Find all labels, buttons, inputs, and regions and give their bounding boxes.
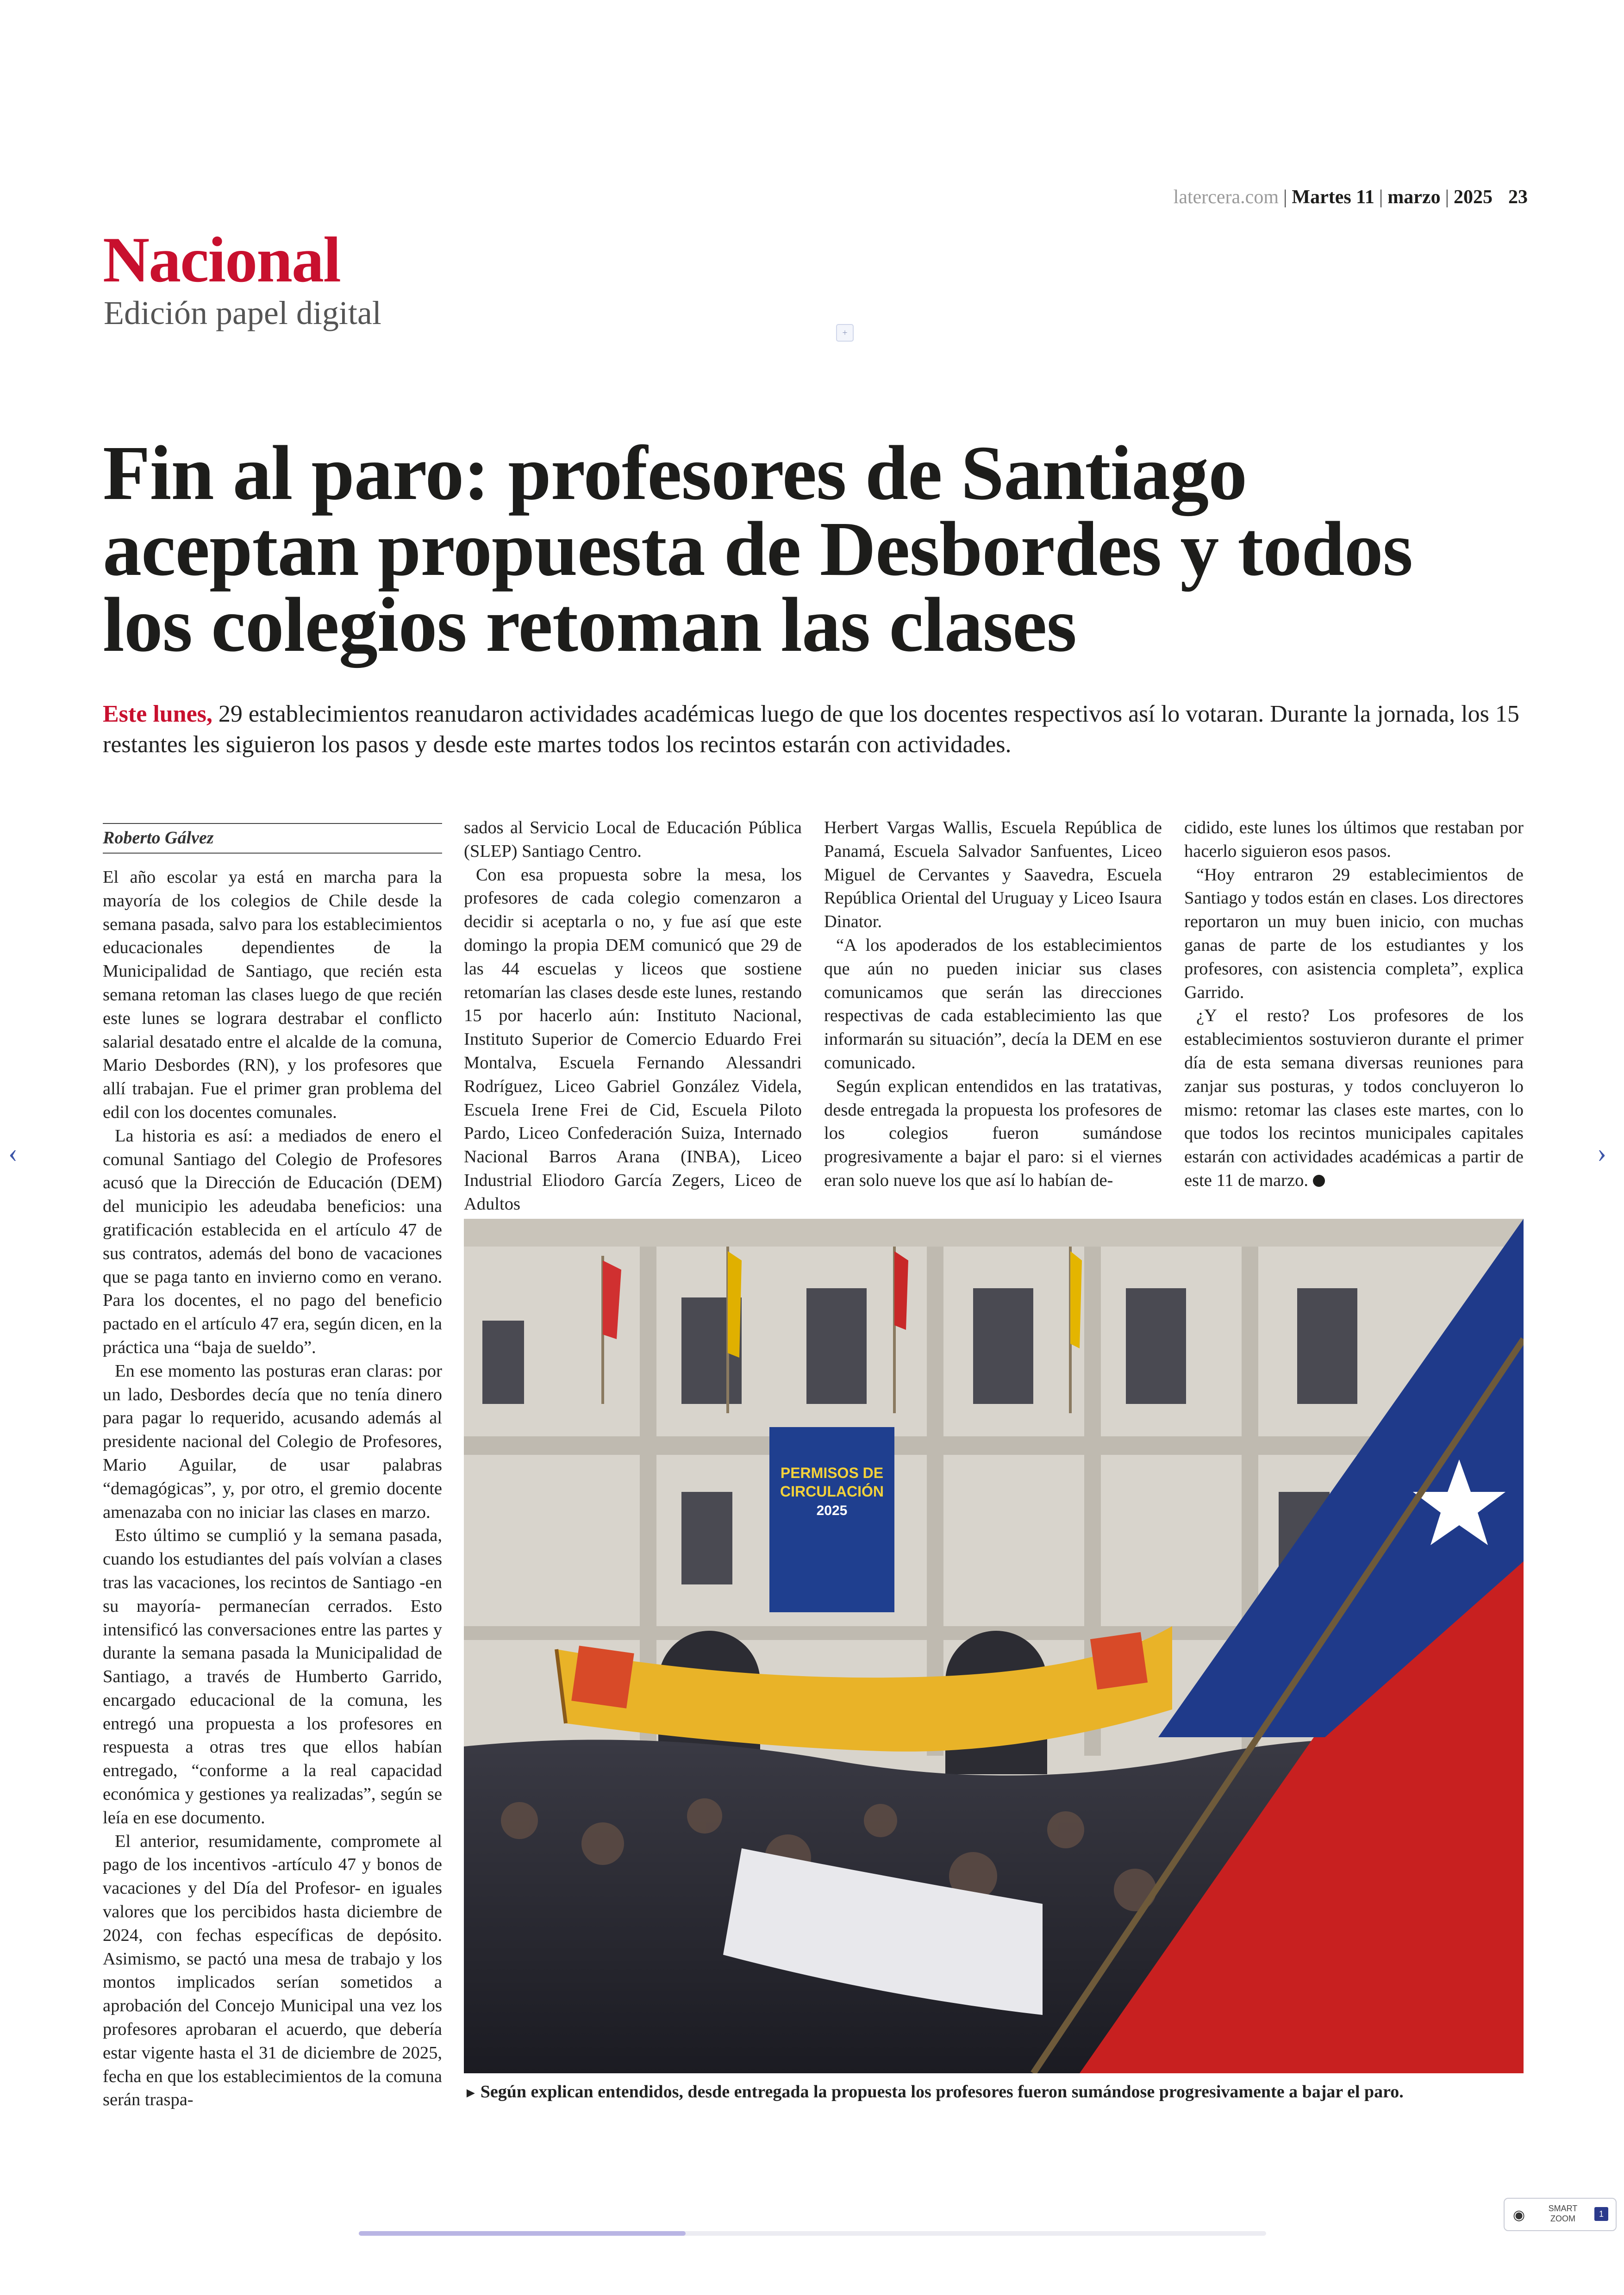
page-number: 23 <box>1508 187 1528 208</box>
paragraph: sados al Servicio Local de Educación Pública (SLEP) Santiago Centro. <box>464 818 802 861</box>
article-column-4 <box>1184 816 1524 1192</box>
paragraph: El anterior, resumidamente, compromete al pago de los incentivos -artículo 47 y bonos de vacaciones y del Día del Profesor- en iguales valores que los percibidos hasta diciembre de 2024, con fechas específicas de depósito. Asimismo, se pactó una mesa de trabajo y los montos implicados serían sometidos a aprobación del Concejo Municipal una vez los profesores aprobaran el acuerdo, que debería estar vigente hasta el 31 de diciembre de 2025, fecha en que los establecimientos de la comuna serán traspa- <box>103 1831 442 2110</box>
issue-date-line: latercera.com | Martes 11 | marzo | 2025 23 <box>1173 187 1528 208</box>
site-url: latercera.com <box>1173 187 1279 208</box>
sign-text-1: PERMISOS DE <box>780 1465 884 1481</box>
paragraph <box>1184 1004 1524 1192</box>
article-column-1 <box>103 866 442 2112</box>
paragraph: “A los apoderados de los establecimientos que aún no pueden iniciar sus clases comunicamos que serán las direcciones respectivas de cada establecimiento las que informarán su situación”, decía la DEM en ese comunicado. <box>824 935 1162 1073</box>
paragraph: En ese momento las posturas eran claras: por un lado, Desbordes decía que no tenía dinero para pagar lo requerido, acusando además al presidente nacional del Colegio de Profesores, Mario Aguilar, de usar palabras “demagógicas”, y, por otro, el gremio docente amenazaba con no iniciar las clases en marzo. <box>103 1361 442 1522</box>
smart-zoom-label: SMART ZOOM <box>1548 2204 1578 2223</box>
zoom-hotspot-icon[interactable]: + <box>836 324 854 342</box>
deck <box>103 699 1529 760</box>
paragraph: La historia es así: a mediados de enero el comunal Santiago del Colegio de Profesores acusó que la Dirección de Educación (DEM) del municipio les adeudaba beneficios: una gratificación establecida en el artículo 47 de sus contratos, además del bono de vacaciones que se paga tanto en invierno como en verano. Para los docentes, el no pago del beneficio pactado en el artículo 47 era, según dicen, en la práctica una “baja de sueldo”. <box>103 1126 442 1357</box>
section-title: Nacional <box>103 224 340 296</box>
article-photo <box>464 1219 1524 2073</box>
page-progress-fill <box>359 2231 686 2236</box>
issue-month: marzo <box>1387 187 1441 208</box>
issue-day: Martes 11 <box>1292 187 1374 208</box>
paragraph: El año escolar ya está en marcha para la mayoría de los colegios de Chile desde la semana pasada, salvo para los establecimientos educacionales dependientes de la Municipalidad de Santiago, que recién esta semana retoman las clases luego de que recién este lunes se lograra destrabar el conflicto salarial desatado entre el alcalde de la comuna, Mario Desbordes (RN), y los profesores que allí trabajan. Fue el primer gran problema del edil con los docentes comunales. <box>103 867 442 1122</box>
byline: Roberto Gálvez <box>103 823 442 854</box>
paragraph: Con esa propuesta sobre la mesa, los profesores de cada colegio comenzaron a decidir si aceptarla o no, y fue así que este domingo la propia DEM comunicó que 29 de las 44 escuelas y liceos que sostiene retomarían las clases desde este lunes, restando 15 por hacerlo aún: Instituto Nacional, Instituto Superior de Comercio Eduardo Frei Montalva, Escuela Fernando Alessandri Rodríguez, Liceo Gabriel González Videla, Escuela Irene Frei de Cid, Escuela Piloto Pardo, Liceo Confederación Suiza, Internado Nacional Barros Arana (INBA), Liceo Industrial Eliodoro García Zegers, Liceo de Adultos <box>464 865 802 1214</box>
headline: Fin al paro: profesores de Santiago aceptan propuesta de Desbordes y todos los colegios retoman las clases <box>103 430 1413 668</box>
smart-zoom-badge: 1 <box>1594 2207 1608 2221</box>
paragraph: cidido, este lunes los últimos que restaban por hacerlo siguieron esos pasos. <box>1184 818 1524 861</box>
issue-year: 2025 <box>1454 187 1493 208</box>
paragraph: Según explican entendidos en las tratativas, desde entregada la propuesta los profesores de los colegios fueron sumándose progresivamente a bajar el paro: si el viernes eran solo nueve los que así lo habían de- <box>824 1076 1162 1190</box>
photo-caption <box>464 2081 1529 2104</box>
paragraph: Esto último se cumplió y la semana pasada, cuando los estudiantes del país volvían a clases tras las vacaciones, los recintos de Santiago -en su mayoría- permanecían cerrados. Esto intensificó las conversaciones entre las partes y durante la semana pasada la Municipalidad de Santiago, a través de Humberto Garrido, encargado educacional de la comuna, les entregó una propuesta a los profesores en respuesta a otras tres que ellos habían entregado, “conforme a la real capacidad económica y gestiones ya realizadas”, según se leía en ese documento. <box>103 1526 442 1827</box>
eye-icon: ◉ <box>1513 2208 1525 2223</box>
caption-text: Según explican entendidos, desde entregada la propuesta los profesores fueron sumándose progresivamente a bajar el paro. <box>480 2082 1404 2102</box>
paragraph-text: ¿Y el resto? Los profesores de los establecimientos sostuvieron durante el primer día de esta semana diversas reuniones para zanjar sus posturas, y todos concluyeron lo mismo: retomar las clases este martes, con lo que todos los recintos municipales capitales estarán con actividades académicas a partir de este 11 de marzo. <box>1184 1006 1524 1190</box>
previous-page-icon[interactable]: ‹ <box>8 1137 18 1168</box>
caption-arrow-icon: ► <box>464 2085 478 2101</box>
paragraph: Herbert Vargas Wallis, Escuela República de Panamá, Escuela Salvador Sanfuentes, Liceo Miguel de Cervantes y Saavedra, Escuela República Oriental del Uruguay y Liceo Isaura Dinator. <box>824 818 1162 932</box>
deck-lead: Este lunes, <box>103 701 212 727</box>
smart-zoom-button[interactable] <box>1504 2198 1617 2231</box>
article-column-3 <box>824 816 1162 1192</box>
sign-text-3: 2025 <box>816 1503 848 1518</box>
edition-subtitle: Edición papel digital <box>104 294 381 331</box>
article-column-2 <box>464 816 802 1216</box>
paragraph: “Hoy entraron 29 establecimientos de Santiago y todos están en clases. Los directores reportaron un muy buen inicio, con muchas ganas de parte de los estudiantes y los profesores, con asistencia completa”, explica Garrido. <box>1184 865 1524 1002</box>
next-page-icon[interactable]: › <box>1597 1137 1606 1168</box>
deck-text: 29 establecimientos reanudaron actividades académicas luego de que los docentes respectivos así lo votaran. Durante la jornada, los 15 restantes les siguieron los pasos y desde este martes todos los recintos estarán con actividades. <box>103 701 1519 758</box>
sign-text-2: CIRCULACIÓN <box>780 1483 884 1500</box>
end-of-article-icon <box>1313 1175 1325 1187</box>
